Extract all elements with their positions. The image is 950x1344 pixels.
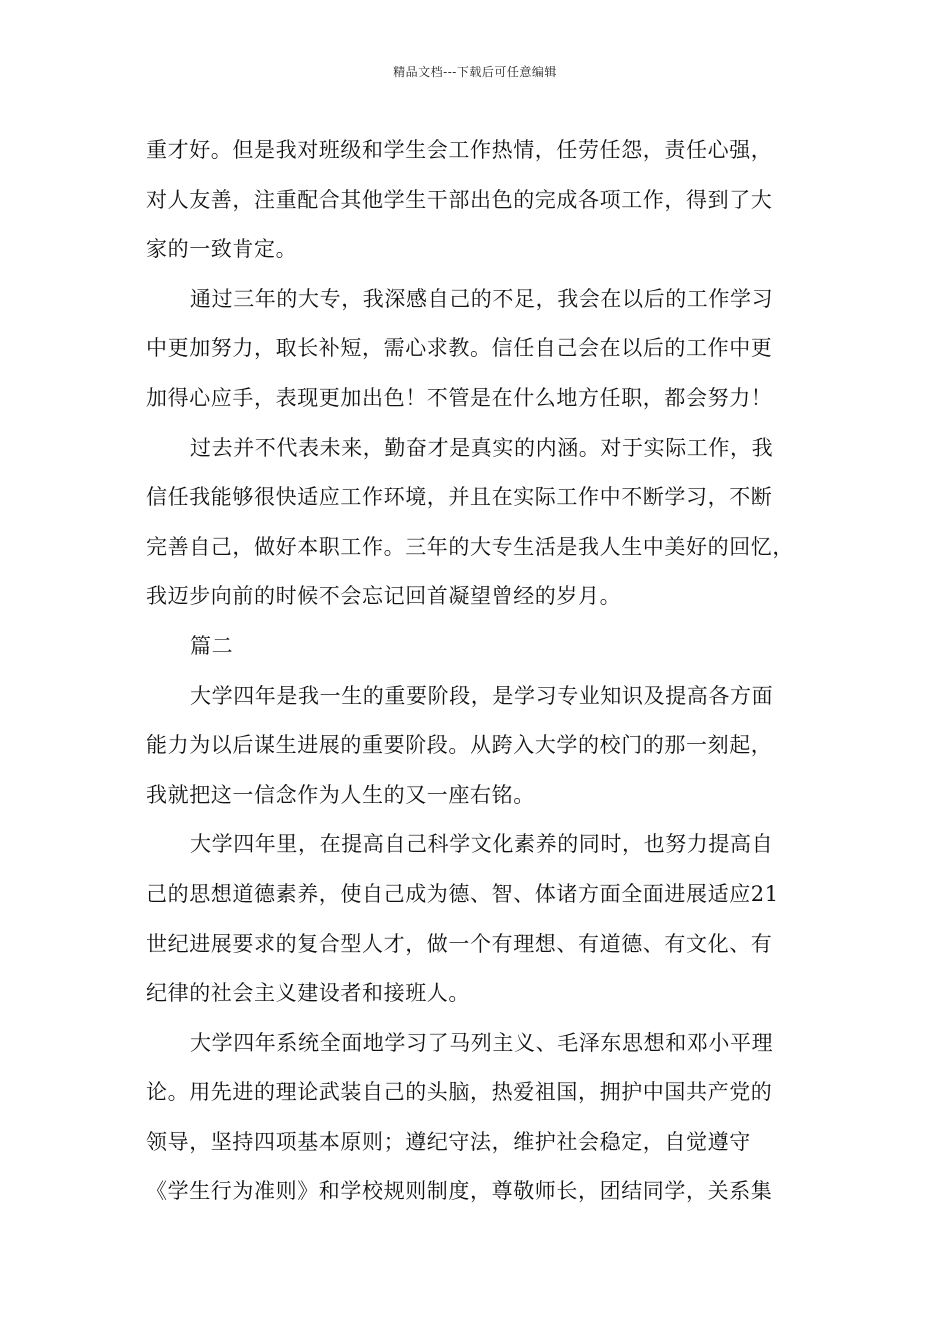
- text-line: 加得心应手，表现更加出色！不管是在什么地方任职，都会努力！: [146, 385, 773, 410]
- text-line: 我就把这一信念作为人生的又一座右铭。: [146, 782, 535, 807]
- text-line: 我迈步向前的时候不会忘记回首凝望曾经的岁月。: [146, 584, 622, 609]
- text-line: 重才好。但是我对班级和学生会工作热情，任劳任怨，责任心强，: [146, 138, 773, 162]
- text-line: 大学四年系统全面地学习了马列主义、毛泽东思想和邓小平理: [190, 1030, 774, 1055]
- text-line: 己的思想道德素养，使自己成为德、智、体诸方面全面进展适应21: [146, 881, 779, 906]
- text-line: 论。用先进的理论武装自己的头脑，热爱祖国，拥护中国共产党的: [146, 1080, 773, 1105]
- text-line: 家的一致肯定。: [146, 237, 298, 262]
- section-heading: 篇二: [190, 633, 234, 658]
- text-line: 中更加努力，取长补短，需心求教。信任自己会在以后的工作中更: [146, 336, 773, 361]
- text-line: 《学生行为准则》和学校规则制度，尊敬师长，团结同学，关系集: [146, 1179, 773, 1204]
- document-body: [146, 126, 808, 1217]
- text-line: 能力为以后谋生进展的重要阶段。从跨入大学的校门的那一刻起，: [146, 733, 773, 758]
- text-line: 过去并不代表未来，勤奋才是真实的内涵。对于实际工作，我: [190, 435, 774, 460]
- text-line: 信任我能够很快适应工作环境，并且在实际工作中不断学习，不断: [146, 485, 773, 510]
- page-header: 精品文档---下载后可任意编辑: [393, 65, 557, 79]
- text-line: 世纪进展要求的复合型人才，做一个有理想、有道德、有文化、有: [146, 931, 773, 956]
- text-line: 完善自己，做好本职工作。三年的大专生活是我人生中美好的回忆，: [146, 534, 794, 559]
- text-line: 通过三年的大专，我深感自己的不足，我会在以后的工作学习: [190, 286, 774, 311]
- text-line: 纪律的社会主义建设者和接班人。: [146, 981, 470, 1006]
- text-line: 大学四年是我一生的重要阶段，是学习专业知识及提高各方面: [190, 683, 774, 708]
- text-line: 大学四年里，在提高自己科学文化素养的同时，也努力提高自: [190, 832, 774, 857]
- text-line: 对人友善，注重配合其他学生干部出色的完成各项工作，得到了大: [146, 187, 773, 212]
- text-line: 领导，坚持四项基本原则；遵纪守法，维护社会稳定，自觉遵守: [146, 1129, 751, 1154]
